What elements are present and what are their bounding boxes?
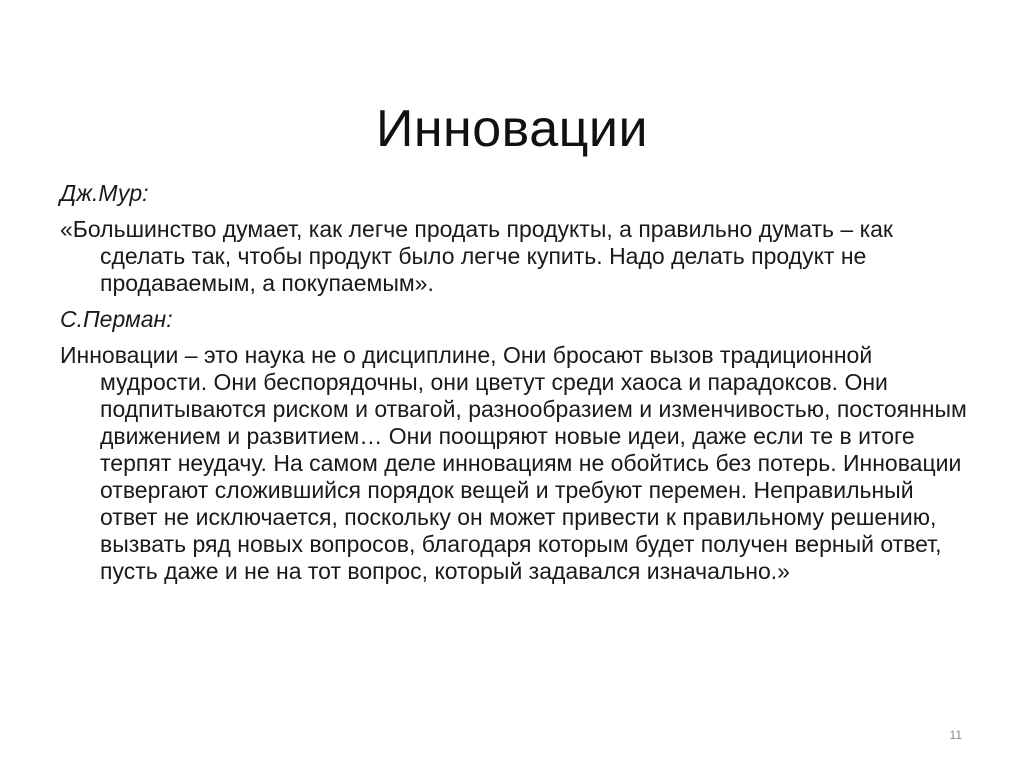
- quote-author: Дж.Мур:: [60, 180, 149, 206]
- slide-content: [60, 180, 970, 594]
- slide-title: Инновации: [375, 99, 649, 158]
- page-number: 11: [949, 728, 962, 742]
- quote-text: «Большинство думает, как легче продать продукты, а правильно думать – как сделать так, чтобы продукт было легче купить. Надо делать продукт не продаваемым, а покупаемым».: [60, 216, 893, 296]
- quote-text: Инновации – это наука не о дисциплине, Они бросают вызов традиционной мудрости. Они беспорядочны, они цветут среди хаоса и парадоксов. Они подпитываются риском и отвагой, разнообразием и изменчивостью, постоянным движением и развитием… Они поощряют новые идеи, даже если те в итоге терпят неудачу. На самом деле инновациям не обойтись без потерь. Инновации отвергают сложившийся порядок вещей и требуют перемен. Неправильный ответ не исключается, поскольку он может привести к правильному решению, вызвать ряд новых вопросов, благодаря которым будет получен верный ответ, пусть даже и не на тот вопрос, который задавался изначально.»: [60, 342, 967, 584]
- quote-author: С.Перман:: [60, 306, 173, 332]
